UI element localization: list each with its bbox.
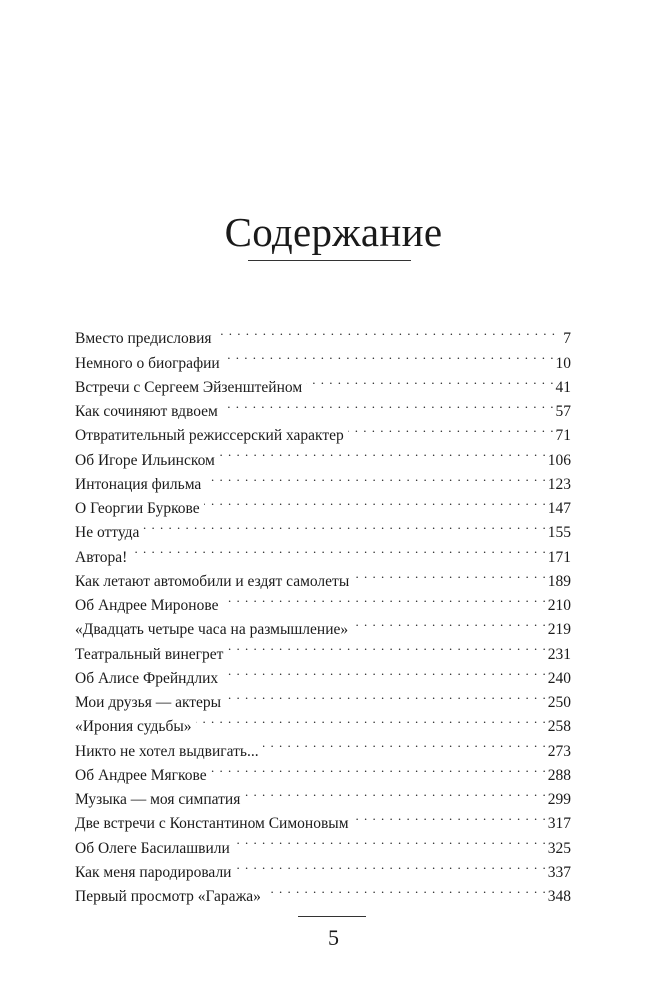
toc-entry-title: Об Игоре Ильинском	[75, 451, 215, 469]
toc-entry-title: Мои друзья — актеры	[75, 694, 222, 711]
toc-entry-title: Музыка — моя симпатия	[75, 791, 241, 808]
dot-leader	[204, 489, 546, 513]
toc-entry-page-number: 71	[555, 427, 571, 445]
toc-entry-title: Как меня пародировали	[75, 863, 232, 881]
toc-entry-title: Отвратительный режиссерский характер	[75, 427, 344, 445]
toc-entry	[75, 537, 571, 566]
toc-entry-page-number: 123	[547, 475, 571, 493]
toc-entry-page-number: 240	[547, 669, 571, 687]
toc-entry-page-number: 155	[547, 524, 571, 542]
dot-leader	[235, 853, 545, 877]
toc-entry-page-number: 7	[563, 330, 571, 348]
toc-entry-title: Интонация фильма	[75, 475, 202, 493]
toc-entry-page-number: 10	[555, 354, 571, 372]
dot-leader	[234, 828, 546, 852]
toc-entry-title: Об Олеге Басилашвили	[75, 839, 230, 857]
toc-entry-page-number: 147	[547, 500, 571, 517]
toc-entry-title: Вместо предисловия	[75, 330, 212, 348]
toc-entry-title: «Двадцать четыре часа на размышление»	[75, 621, 349, 639]
dot-leader	[143, 513, 545, 537]
dot-leader	[222, 659, 546, 683]
dot-leader	[244, 780, 545, 804]
dot-leader	[225, 683, 546, 707]
toc-entry	[75, 319, 571, 348]
toc-entry-page-number: 337	[547, 863, 571, 881]
dot-leader	[265, 877, 546, 901]
table-of-contents	[75, 319, 571, 905]
toc-entry-title: Об Андрее Миронове	[75, 597, 219, 614]
dot-leader	[227, 634, 545, 658]
toc-entry-title: Об Алисе Фрейндлих	[75, 669, 219, 687]
toc-entry-page-number: 325	[547, 839, 571, 857]
footer-divider	[298, 916, 366, 917]
toc-entry-page-number: 210	[547, 597, 571, 614]
toc-entry-title: «Ирония судьбы»	[75, 718, 192, 736]
dot-leader	[205, 465, 545, 489]
toc-entry-title: Об Андрее Мягкове	[75, 766, 207, 784]
toc-entry-title: Встречи с Сергеем Эйзенштейном	[75, 378, 303, 396]
toc-entry-title: Немного о биографии	[75, 354, 220, 372]
toc-entry-page-number: 189	[547, 572, 571, 590]
dot-leader	[353, 562, 546, 586]
toc-entry-page-number: 57	[555, 403, 571, 420]
toc-entry-page-number: 317	[547, 815, 571, 833]
dot-leader	[222, 392, 554, 416]
dot-leader	[263, 731, 546, 755]
toc-entry-page-number: 106	[547, 451, 571, 469]
toc-entry-page-number: 250	[547, 694, 571, 711]
toc-entry-title: Как сочиняют вдвоем	[75, 403, 218, 420]
toc-entry-page-number: 41	[555, 378, 571, 396]
toc-entry-page-number: 299	[547, 791, 571, 808]
dot-leader	[306, 368, 553, 392]
toc-entry-title: Автора!	[75, 548, 128, 566]
toc-entry	[75, 513, 571, 542]
dot-leader	[219, 440, 546, 464]
dot-leader	[352, 610, 546, 634]
toc-entry	[75, 562, 571, 590]
toc-entry-title: Не оттуда	[75, 524, 140, 542]
toc-entry-title: Как летают автомобили и ездят самолеты	[75, 572, 350, 590]
dot-leader	[131, 537, 546, 561]
toc-entry-title: Первый просмотр «Гаража»	[75, 888, 261, 905]
toc-entry-page-number: 219	[547, 621, 571, 639]
toc-entry-page-number: 171	[547, 548, 571, 566]
toc-entry-page-number: 348	[547, 888, 571, 905]
toc-entry-title: Никто не хотел выдвигать...	[75, 742, 259, 760]
dot-leader	[196, 707, 546, 731]
page-title: Содержание	[224, 209, 443, 255]
toc-entry-page-number: 258	[547, 718, 571, 736]
dot-leader	[211, 756, 546, 780]
dot-leader	[348, 416, 554, 440]
page-number: 5	[328, 925, 339, 950]
dot-leader	[353, 804, 546, 828]
title-divider	[248, 260, 411, 261]
toc-entry-page-number: 273	[547, 742, 571, 760]
toc-entry-title: Театральный винегрет	[75, 645, 224, 663]
toc-entry-title: О Георгии Буркове	[75, 500, 200, 517]
dot-leader	[224, 343, 554, 367]
dot-leader	[216, 319, 556, 343]
toc-entry-title: Две встречи с Константином Симоновым	[75, 815, 349, 833]
toc-entry-page-number: 288	[547, 766, 571, 784]
dot-leader	[222, 586, 545, 610]
toc-entry-page-number: 231	[547, 645, 571, 663]
